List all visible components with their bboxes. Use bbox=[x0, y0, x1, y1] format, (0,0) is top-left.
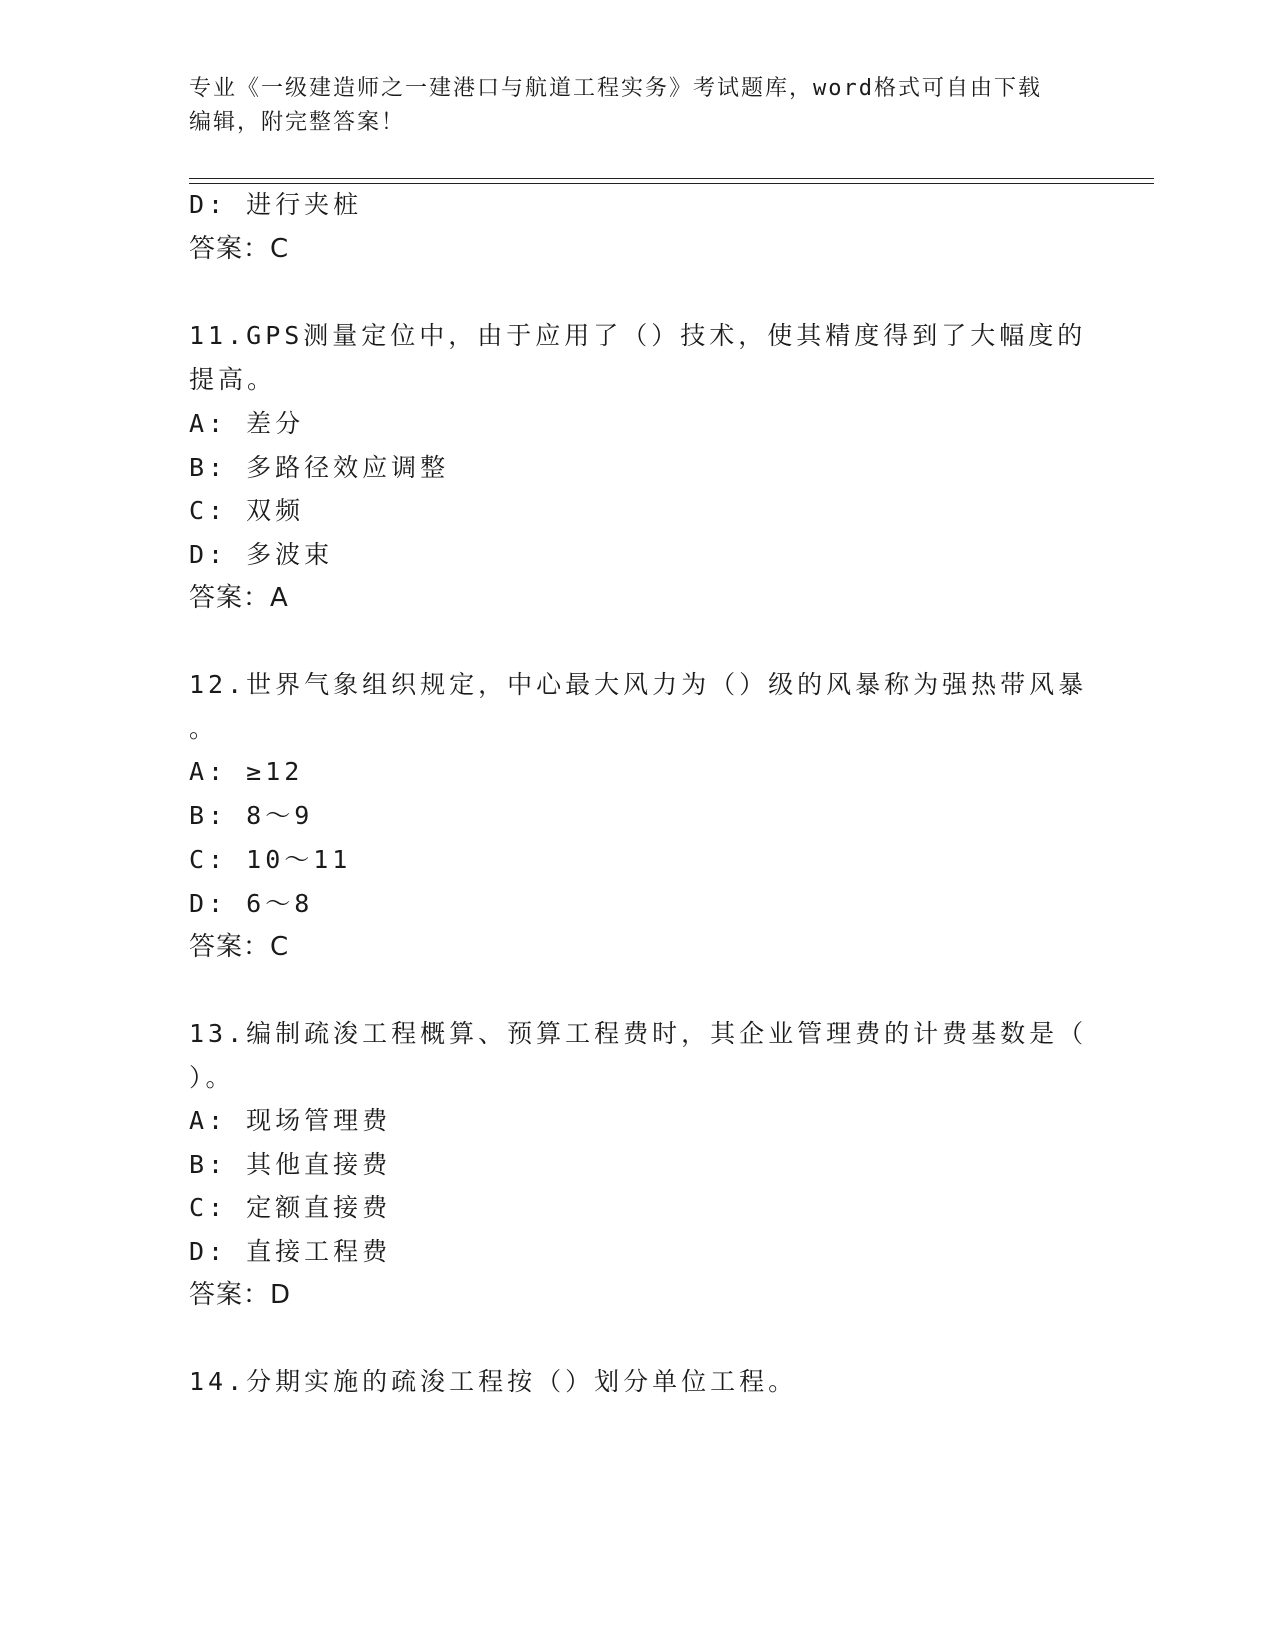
document-header bbox=[189, 72, 1089, 140]
q12-option-b: B: 8～9 bbox=[189, 801, 314, 830]
q13-option-d: D: 直接工程费 bbox=[189, 1237, 392, 1266]
q10-option-d: D: 进行夹桩 bbox=[189, 190, 363, 219]
q11-option-a: A: 差分 bbox=[189, 409, 305, 438]
q12-stem-line-1: 12.世界气象组织规定，中心最大风力为（）级的风暴称为强热带风暴 bbox=[189, 670, 1088, 699]
q13-stem-line-1: 13.编制疏浚工程概算、预算工程费时，其企业管理费的计费基数是（ bbox=[189, 1019, 1088, 1048]
q12-answer: 答案：C bbox=[189, 932, 290, 962]
q12-option-c: C: 10～11 bbox=[189, 845, 352, 874]
q12-stem-line-2: 。 bbox=[189, 714, 219, 743]
q13-answer: 答案：D bbox=[189, 1280, 292, 1310]
q10-answer: 答案：C bbox=[189, 234, 290, 264]
q11-option-c: C: 双频 bbox=[189, 496, 305, 525]
header-divider-bottom bbox=[189, 183, 1154, 184]
header-line-1: 专业《一级建造师之一建港口与航道工程实务》考试题库，word格式可自由下载 bbox=[189, 76, 1042, 101]
q13-stem-line-2: ）。 bbox=[189, 1063, 235, 1092]
header-line-2: 编辑，附完整答案！ bbox=[189, 110, 406, 135]
q13-option-c: C: 定额直接费 bbox=[189, 1193, 392, 1222]
q13-option-a: A: 现场管理费 bbox=[189, 1106, 392, 1135]
q13-option-b: B: 其他直接费 bbox=[189, 1150, 392, 1179]
q11-option-b: B: 多路径效应调整 bbox=[189, 453, 450, 482]
header-divider-top bbox=[189, 178, 1154, 179]
q12-option-a: A: ≥12 bbox=[189, 757, 304, 786]
q11-option-d: D: 多波束 bbox=[189, 540, 334, 569]
q14-stem-line-1: 14.分期实施的疏浚工程按（）划分单位工程。 bbox=[189, 1367, 798, 1396]
q11-stem-line-2: 提高。 bbox=[189, 365, 277, 394]
q11-answer: 答案：A bbox=[189, 583, 289, 613]
q11-stem-line-1: 11.GPS测量定位中，由于应用了（）技术，使其精度得到了大幅度的 bbox=[189, 321, 1087, 350]
q12-option-d: D: 6～8 bbox=[189, 889, 314, 918]
